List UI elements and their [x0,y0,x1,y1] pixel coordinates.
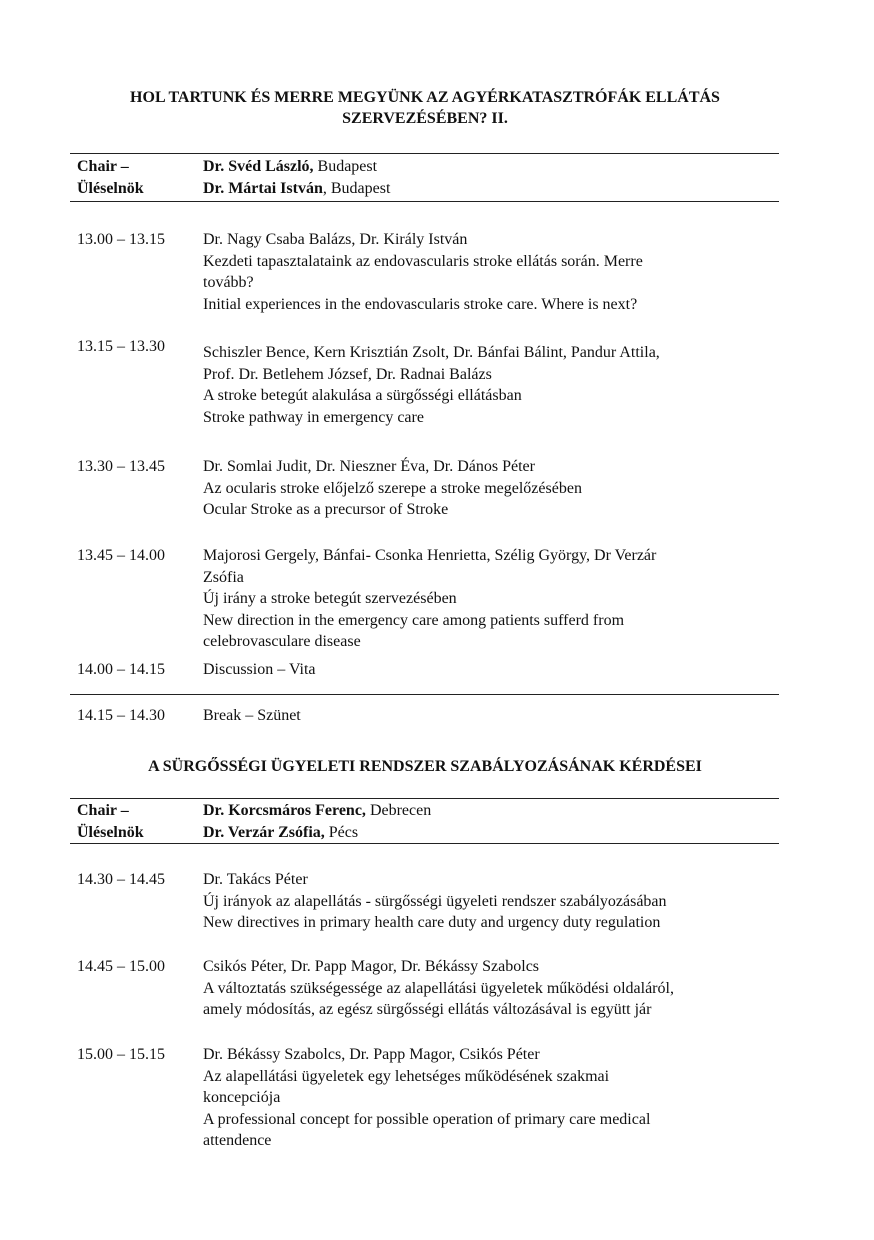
time-slot: 13.00 – 13.15 [77,231,165,248]
discussion-label: Discussion – Vita [203,661,316,678]
chair-city: Debrecen [365,802,432,819]
talk-content [203,229,763,315]
talk-title-line: Stroke pathway in emergency care [203,408,424,426]
talk-title-line: A stroke betegút alakulása a sürgősségi ellátásban [203,387,522,404]
chair-label-line1: Chair – [77,802,129,819]
time-slot: 13.15 – 13.30 [77,338,165,355]
talk-title-line: New directives in primary health care duty and urgency duty regulation [203,914,661,931]
talk-title-line: Az ocularis stroke előjelző szerepe a stroke megelőzésében [203,479,582,497]
chair-name: Dr. Mártai István [203,179,323,197]
talk-authors: Dr. Békássy Szabolcs, Dr. Papp Magor, Csikós Péter [203,1046,540,1063]
talk-authors: Zsófia [203,568,244,586]
chair-label-line2: Üléselnök [77,179,144,197]
chair-name: Dr. Svéd László, [203,158,314,175]
divider [70,694,779,695]
talk-authors: Dr. Somlai Judit, Dr. Nieszner Éva, Dr. Dános Péter [203,458,535,475]
chair-names [203,800,431,843]
section1-title-line1: HOL TARTUNK ÉS MERRE MEGYÜNK AZ AGYÉRKATASZTRÓFÁK ELLÁTÁS [130,89,720,106]
section2-title-line: A SÜRGŐSSÉGI ÜGYELETI RENDSZER SZABÁLYOZÁSÁNAK KÉRDÉSEI [148,758,702,775]
talk-content [203,1044,763,1152]
chair-label [77,156,144,199]
talk-title-line: amely módosítás, az egész sürgősségi ellátás változásával is együtt jár [203,1001,652,1018]
time-slot: 14.00 – 14.15 [77,661,165,678]
talk-title-line: koncepciója [203,1089,281,1106]
time-slot: 13.45 – 14.00 [77,547,165,564]
chair-city: , Budapest [322,179,391,197]
talk-title-line: tovább? [203,274,254,291]
divider [70,201,779,202]
talk-title-line: Ocular Stroke as a precursor of Stroke [203,501,449,518]
chair-city: Budapest [313,158,378,175]
section1-title [70,87,780,129]
talk-title-line: Az alapellátási ügyeletek egy lehetséges működésének szakmai [203,1067,610,1085]
divider [70,843,779,844]
talk-content [203,456,763,521]
talk-title-line: Új irányok az alapellátás - sürgősségi ügyeleti rendszer szabályozásában [203,892,667,910]
talk-authors: Dr. Takács Péter [203,871,308,888]
chair-person [203,156,390,178]
time-slot: 14.30 – 14.45 [77,871,165,888]
talk-authors: Prof. Dr. Betlehem József, Dr. Radnai Balázs [203,365,492,383]
chair-name: Dr. Korcsmáros Ferenc, [203,802,366,819]
section1-title-line2: SZERVEZÉSÉBEN? II. [342,110,508,127]
chair-city: Pécs [324,823,359,841]
time-slot: 14.45 – 15.00 [77,958,165,975]
talk-title-line: celebrovasculare disease [203,633,361,650]
talk-authors: Schiszler Bence, Kern Krisztián Zsolt, Dr. Bánfai Bálint, Pandur Attila, [203,344,660,361]
talk-title-line: Initial experiences in the endovascularis stroke care. Where is next? [203,295,638,313]
section2-title [70,756,780,777]
talk-authors: Dr. Nagy Csaba Balázs, Dr. Király István [203,231,468,248]
divider [70,153,779,154]
talk-content [203,545,763,653]
talk-content [203,342,763,428]
talk-title-line: Kezdeti tapasztalataink az endovascularis stroke ellátás során. Merre [203,252,643,270]
chair-names [203,156,390,199]
talk-title-line: attendence [203,1132,272,1149]
talk-authors: Majorosi Gergely, Bánfai- Csonka Henrietta, Szélig György, Dr Verzár [203,547,657,564]
talk-content [203,869,763,934]
chair-label-line1: Chair – [77,158,129,175]
talk-title-line: A professional concept for possible operation of primary care medical [203,1110,651,1128]
divider [70,798,779,799]
chair-label-line2: Üléselnök [77,823,144,841]
time-slot: 14.15 – 14.30 [77,707,165,724]
break-label: Break – Szünet [203,707,301,724]
talk-title-line: New direction in the emergency care among patients sufferd from [203,611,625,629]
time-slot: 13.30 – 13.45 [77,458,165,475]
talk-content [203,659,763,681]
chair-name: Dr. Verzár Zsófia, [203,823,325,841]
chair-person [203,178,390,200]
chair-label [77,800,144,843]
talk-title-line: A változtatás szükségessége az alapellátási ügyeletek működési oldaláról, [203,979,674,997]
talk-authors: Csikós Péter, Dr. Papp Magor, Dr. Békássy Szabolcs [203,958,540,975]
chair-person [203,822,431,844]
time-slot: 15.00 – 15.15 [77,1046,165,1063]
talk-content [203,956,763,1021]
talk-title-line: Új irány a stroke betegút szervezésében [203,590,457,607]
chair-person [203,800,431,822]
